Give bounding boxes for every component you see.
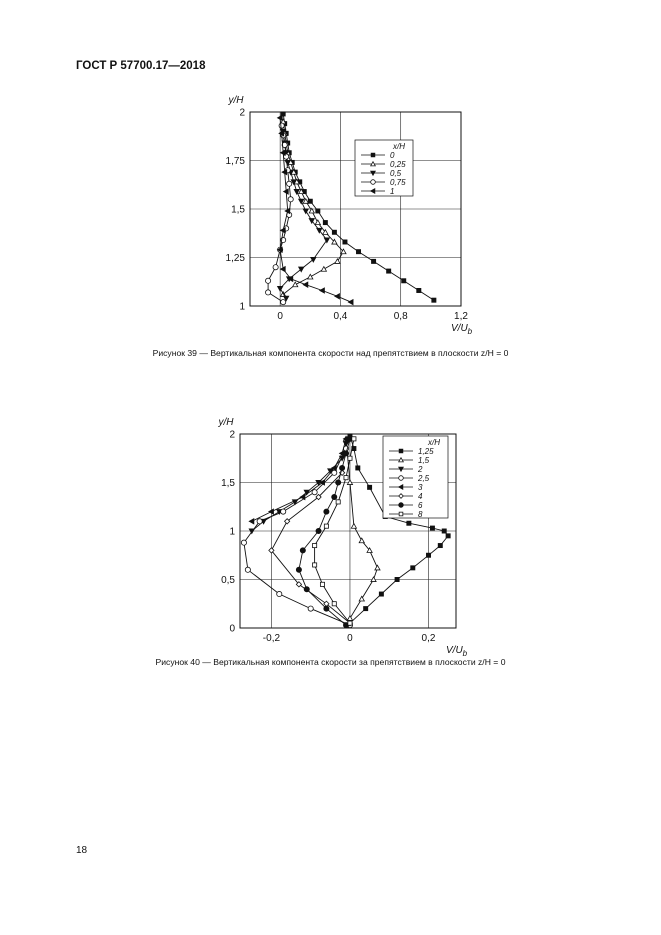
- fig39-y-tick-label: 1: [239, 301, 245, 313]
- fig40-data-point: [312, 490, 317, 495]
- fig40-x-axis-label: $V/U_b$: [446, 645, 468, 658]
- fig40-data-point: [442, 529, 446, 533]
- fig40-data-point: [300, 548, 305, 553]
- fig40-series-line: [271, 473, 350, 623]
- fig40-data-point: [351, 524, 356, 529]
- page-number: 18: [76, 845, 88, 856]
- fig40-data-point: [348, 456, 352, 460]
- fig40-data-point: [308, 606, 313, 611]
- fig40-series-3: [241, 446, 352, 628]
- fig39-legend-title: x/H: [393, 142, 405, 151]
- fig39-y-tick-label: 1,5: [231, 204, 245, 216]
- fig40-series-5: [269, 470, 353, 626]
- fig39-x-tick-label: 0: [277, 311, 283, 322]
- fig40-legend-entry: 1,5: [418, 456, 430, 465]
- fig40-data-point: [340, 465, 345, 470]
- fig40-y-tick-label: 0,5: [221, 575, 235, 586]
- fig40-x-tick-label: 0: [347, 633, 353, 644]
- fig40-legend-entry: 1,25: [418, 447, 434, 456]
- fig40-data-point: [313, 563, 317, 567]
- fig39-x-tick-label: 0,4: [333, 311, 348, 322]
- fig40-series-line: [252, 444, 346, 531]
- fig40-data-point: [426, 553, 430, 557]
- fig40-y-axis-label: y/H: [218, 417, 234, 428]
- fig40-data-point: [336, 480, 341, 485]
- figure-39-caption: Рисунок 39 — Вертикальная компонента скорости над препятствием в плоскости z/H = 0: [152, 348, 509, 358]
- fig40-data-point: [249, 519, 254, 524]
- fig40-data-point: [348, 621, 352, 625]
- fig40-data-point: [446, 534, 450, 538]
- fig40-data-point: [241, 540, 246, 545]
- fig39-y-tick-label: 1,75: [225, 156, 245, 167]
- fig40-data-point: [430, 526, 434, 530]
- figure-40-caption: Рисунок 40 — Вертикальная компонента скорости за препятствием в плоскости z/H = 0: [155, 657, 506, 667]
- fig40-data-point: [368, 485, 372, 489]
- fig40-y-tick-label: 1,5: [221, 478, 235, 489]
- fig40-data-point: [324, 524, 328, 528]
- fig40-legend-entry: 8: [418, 510, 423, 519]
- fig40-data-point: [324, 606, 329, 611]
- fig40-series-4: [249, 436, 348, 524]
- fig40-data-point: [343, 451, 348, 456]
- fig40-data-point: [245, 567, 250, 572]
- fig40-data-point: [257, 519, 262, 524]
- document-header: ГОСТ Р 57700.17—2018: [76, 60, 206, 72]
- fig40-data-point: [395, 577, 399, 581]
- fig40-data-point: [281, 509, 286, 514]
- fig40-legend-entry: 3: [418, 483, 423, 492]
- fig40-data-point: [304, 587, 309, 592]
- fig39-x-axis-label: $V/U_b$: [451, 323, 473, 336]
- fig40-data-point: [324, 509, 329, 514]
- fig40-legend-entry: 6: [418, 501, 423, 510]
- fig40-legend-marker: [399, 512, 403, 516]
- fig39-legend-entry: 0,25: [390, 160, 406, 169]
- fig40-y-tick-label: 2: [229, 429, 235, 441]
- fig40-series-6: [296, 436, 352, 627]
- fig40-legend-entry: 2,5: [418, 474, 430, 483]
- fig39-legend-entry: 0,75: [390, 178, 406, 187]
- fig40-data-point: [411, 566, 415, 570]
- fig40-data-point: [296, 567, 301, 572]
- fig40-y-tick-label: 0: [229, 623, 235, 635]
- fig40-data-point: [332, 602, 336, 606]
- fig40-series-line: [252, 439, 346, 521]
- fig39-legend-entry: 0: [390, 151, 395, 160]
- fig39-y-tick-label: 2: [239, 107, 245, 119]
- fig40-legend-entry: 2: [418, 465, 423, 474]
- fig39-y-tick-label: 1,25: [225, 253, 245, 264]
- fig40-x-tick-label: 0,2: [421, 633, 436, 644]
- fig40-legend-entry: 4: [418, 492, 423, 501]
- fig40-data-point: [438, 543, 442, 547]
- fig40-data-point: [320, 582, 324, 586]
- fig40-legend-marker: [399, 476, 404, 481]
- fig40-data-point: [316, 528, 321, 533]
- fig40-data-point: [332, 494, 337, 499]
- fig40-y-tick-label: 1: [229, 526, 235, 538]
- fig40-data-point: [352, 437, 356, 441]
- fig40-legend: [383, 436, 448, 519]
- fig39-x-tick-label: 0,8: [393, 311, 408, 322]
- fig40-data-point: [356, 466, 360, 470]
- fig40-legend-marker: [399, 449, 403, 453]
- fig40-data-point: [359, 596, 364, 601]
- fig40-data-point: [347, 616, 352, 621]
- fig39-legend-entry: 0,5: [390, 169, 402, 178]
- fig40-data-point: [364, 607, 368, 611]
- fig40-data-point: [375, 565, 380, 570]
- fig39-x-tick-label: 1,2: [454, 311, 468, 322]
- fig40-data-point: [313, 543, 317, 547]
- fig40-data-point: [379, 592, 383, 596]
- fig40-legend-box: [383, 436, 448, 518]
- fig40-legend-marker: [399, 503, 404, 508]
- fig40-data-point: [277, 591, 282, 596]
- fig40-data-point: [407, 521, 411, 525]
- fig40-data-point: [336, 500, 340, 504]
- fig40-data-point: [359, 538, 364, 543]
- fig39-legend-entry: 1: [390, 187, 395, 196]
- fig40-data-point: [344, 476, 348, 480]
- fig39-y-axis-label: y/H: [228, 95, 244, 106]
- fig40-x-tick-label: -0,2: [262, 633, 281, 644]
- fig40-legend-title: x/H: [428, 438, 440, 447]
